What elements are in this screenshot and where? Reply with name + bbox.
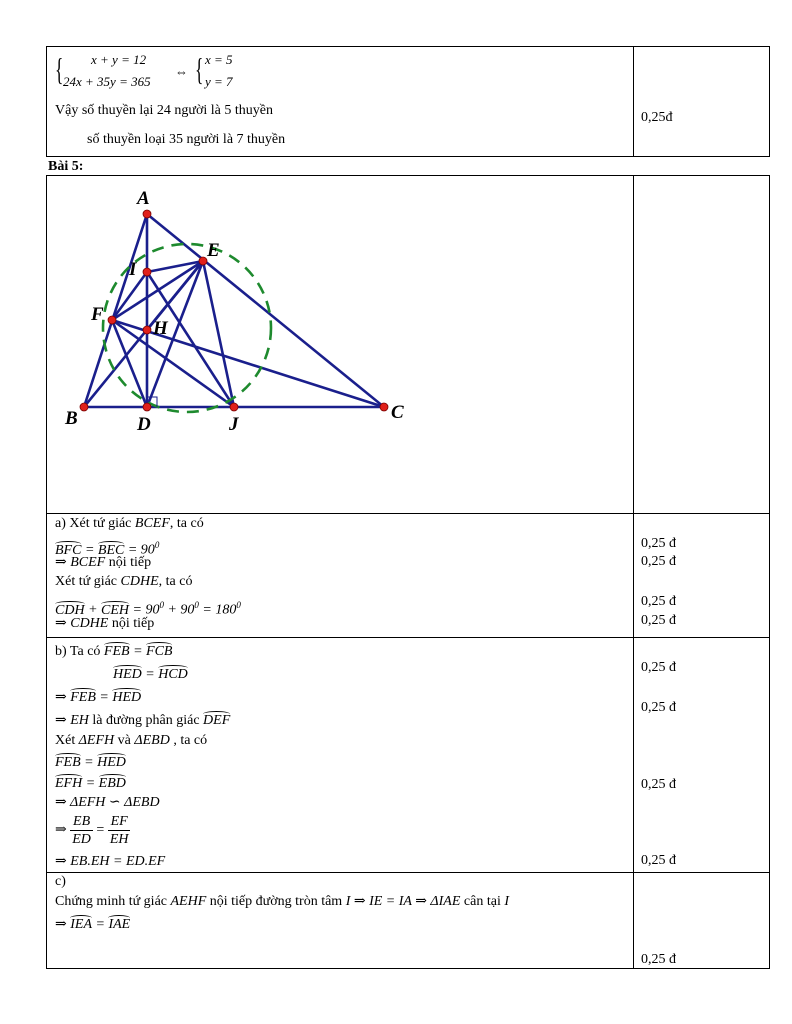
right-brace: { bbox=[195, 51, 204, 87]
point-I bbox=[143, 268, 151, 276]
system-eq-2: 24x + 35y = 365 bbox=[63, 74, 151, 89]
part-b-line-8: ⇒ ΔEFH ∽ ΔEBD bbox=[55, 795, 160, 810]
part-b-fraction-line: ⇒ $\frac{EB}{ED}$ = $\frac{EF}{EH}$ bbox=[55, 814, 129, 847]
equation-system bbox=[55, 49, 305, 95]
solution-y: y = 7 bbox=[205, 74, 233, 89]
score-a-2: 0,25 đ bbox=[641, 554, 676, 569]
label-A: A bbox=[137, 188, 150, 209]
part-b-line-7: EFH = EBD bbox=[55, 776, 126, 791]
label-E: E bbox=[207, 240, 220, 261]
left-brace: { bbox=[55, 51, 64, 87]
system-eq-1: x + y = 12 bbox=[91, 52, 147, 67]
part-c-line-3: ⇒ IEA = IAE bbox=[55, 917, 131, 932]
fraction-eb-ed: $\frac{EB}{ED}$ bbox=[72, 814, 91, 847]
solution-table-main bbox=[46, 175, 770, 969]
point-H bbox=[143, 326, 151, 334]
score-b-3: 0,25 đ bbox=[641, 777, 676, 792]
label-H: H bbox=[153, 318, 168, 339]
conclusion-line-2: số thuyền loại 35 người là 7 thuyền bbox=[87, 132, 286, 147]
conclusion-line-1: Vậy số thuyền lại 24 người là 5 thuyền bbox=[55, 103, 273, 118]
label-I: I bbox=[129, 259, 137, 280]
point-C bbox=[380, 403, 388, 411]
part-a-line-5: CDH + CEH = $90^0 + 90^0 = 180^0$ bbox=[55, 600, 241, 618]
label-J: J bbox=[229, 414, 239, 435]
part-b-line-6: FEB = HED bbox=[55, 755, 126, 770]
label-B: B bbox=[65, 408, 78, 429]
part-b-line-10: ⇒ EB.EH = ED.EF bbox=[55, 854, 166, 869]
part-b-line-3: ⇒ FEB = HED bbox=[55, 690, 142, 705]
point-B bbox=[80, 403, 88, 411]
part-c-row bbox=[47, 872, 769, 969]
figure-lines bbox=[84, 214, 384, 407]
score-a-1: 0,25 đ bbox=[641, 536, 676, 551]
part-a-row bbox=[47, 513, 769, 637]
part-c-line-2: Chứng minh tứ giác AEHF nội tiếp đường tròn tâm I ⇒ IE = IA ⇒ ΔIAE cân tại I bbox=[55, 894, 510, 909]
part-b-line-1: b) Ta có FEB = FCB bbox=[55, 644, 173, 659]
point-F bbox=[108, 316, 116, 324]
part-a-line-3: ⇒ BCEF nội tiếp bbox=[55, 555, 152, 570]
solution-table-top bbox=[46, 46, 770, 157]
part-b-line-4: ⇒ EH là đường phân giác DEF bbox=[55, 713, 231, 728]
equivalence-symbol: ⇔ bbox=[175, 64, 188, 79]
part-a-line-4: Xét tứ giác CDHE, ta có bbox=[55, 574, 193, 589]
solution-x: x = 5 bbox=[205, 52, 233, 67]
part-a-line-2: BFC = BEC = $90^0$ bbox=[55, 540, 160, 558]
score-c: 0,25 đ bbox=[641, 952, 676, 967]
label-F: F bbox=[91, 304, 104, 325]
triangle-diagram bbox=[47, 176, 633, 513]
point-A bbox=[143, 210, 151, 218]
label-D: D bbox=[137, 414, 151, 435]
score-b-2: 0,25 đ bbox=[641, 700, 676, 715]
part-a-line-1: a) Xét tứ giác BCEF, ta có bbox=[55, 516, 204, 531]
part-b-row bbox=[47, 637, 769, 872]
point-J bbox=[230, 403, 238, 411]
label-C: C bbox=[391, 402, 404, 423]
section-heading: Bài 5: bbox=[48, 159, 84, 174]
geometry-figure bbox=[47, 176, 633, 513]
part-a-line-6: ⇒ CDHE nội tiếp bbox=[55, 616, 155, 631]
score-a-4: 0,25 đ bbox=[641, 613, 676, 628]
part-b-line-5: Xét ΔEFH và ΔEBD , ta có bbox=[55, 733, 208, 748]
score-b-4: 0,25 đ bbox=[641, 853, 676, 868]
point-D bbox=[143, 403, 151, 411]
fraction-ef-eh: $\frac{EF}{EH}$ bbox=[109, 814, 129, 847]
part-b-line-2: HED = HCD bbox=[113, 667, 188, 682]
point-E bbox=[199, 257, 207, 265]
score: 0,25đ bbox=[641, 110, 673, 125]
score-a-3: 0,25 đ bbox=[641, 594, 676, 609]
part-c-line-1: c) bbox=[55, 874, 66, 889]
score-b-1: 0,25 đ bbox=[641, 660, 676, 675]
column-divider bbox=[633, 47, 634, 156]
